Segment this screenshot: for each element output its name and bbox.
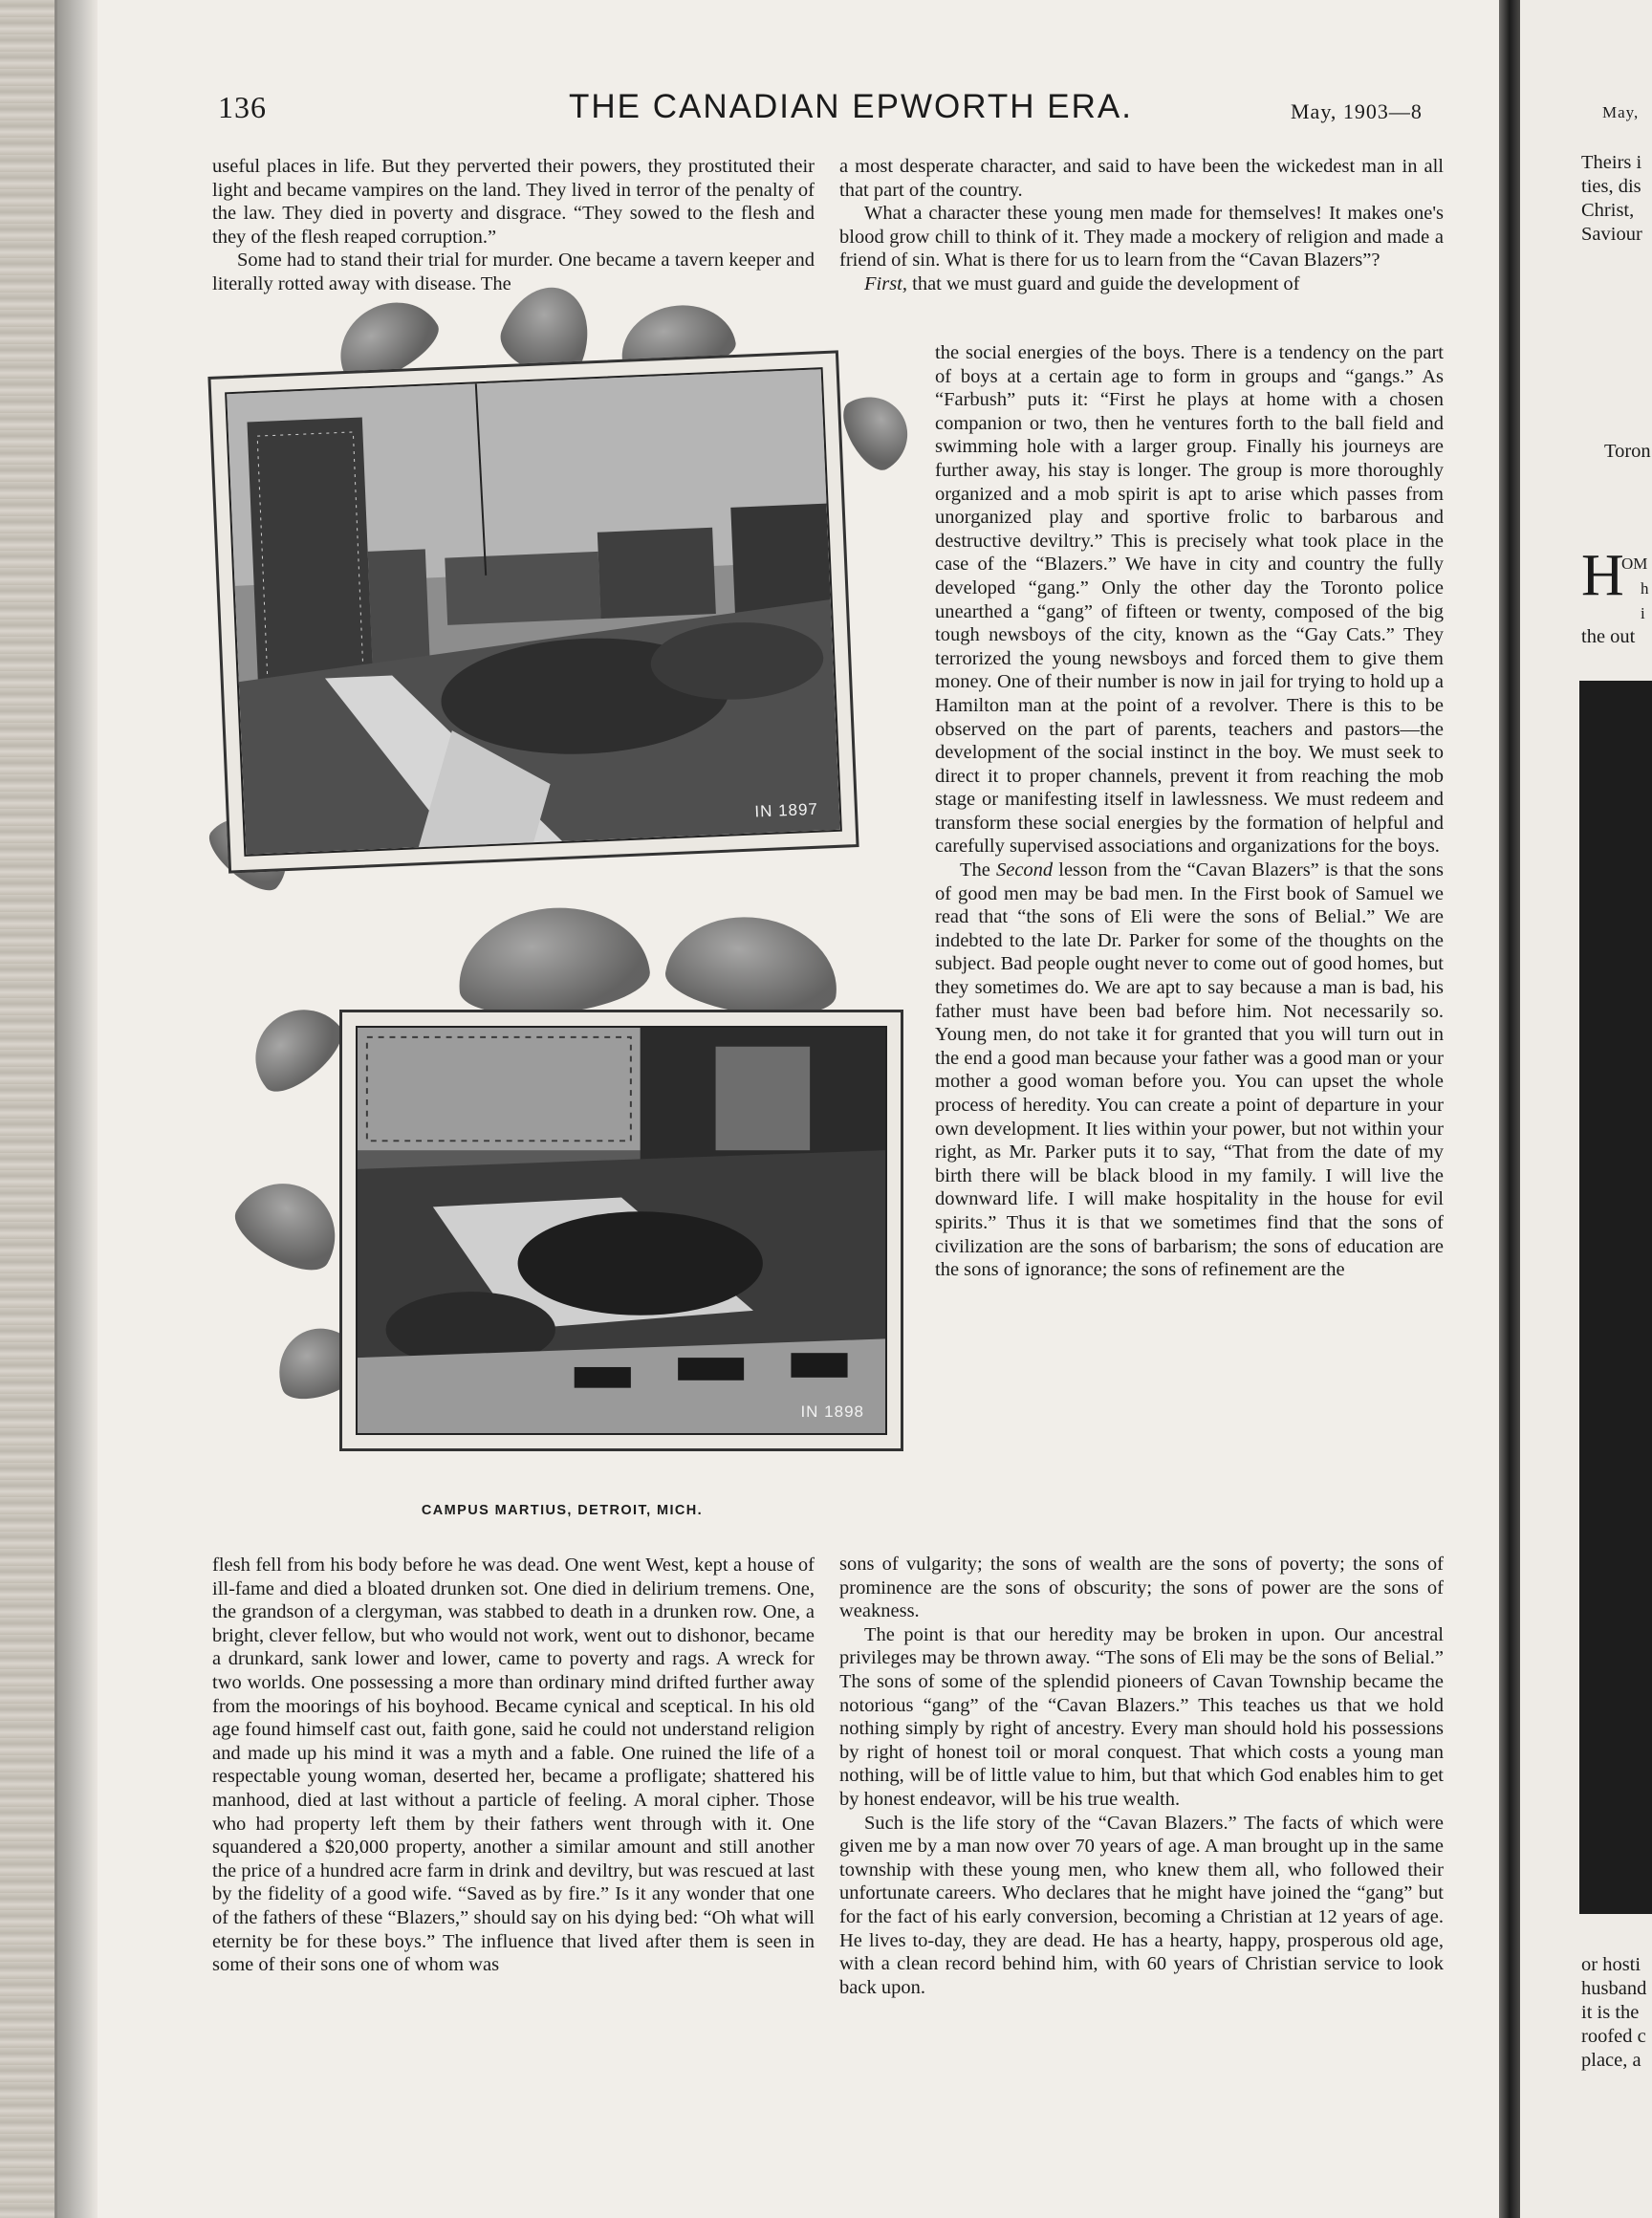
leaf-ornament [225, 1164, 354, 1283]
facing-page-line: the out [1581, 626, 1636, 647]
facing-page-drop-cap: H [1581, 543, 1624, 608]
photo-1897-scene [227, 369, 840, 855]
second-lesson-label: Second [995, 859, 1054, 881]
facing-page-line: OM [1621, 554, 1648, 573]
column-2-wrapped-text [935, 341, 1444, 1282]
second-lesson [935, 859, 1444, 1282]
leaf-ornament [662, 906, 845, 1025]
publication-title: THE CANADIAN EPWORTH ERA. [569, 88, 1133, 125]
leaf-ornament [236, 990, 353, 1103]
first-lesson-lead-text: that we must guard and guide the development of [912, 272, 1300, 294]
illustration-caption: CAMPUS MARTIUS, DETROIT, MICH. [421, 1503, 704, 1518]
facing-page-line: roofed c [1581, 2026, 1646, 2047]
issue-date: May, 1903—8 [1291, 99, 1423, 123]
facing-page-fragment [1520, 0, 1652, 2218]
paragraph: The point is that our heredity may be broken in upon. Our ancestral privileges may be thrown away. “The sons of Eli may be the sons of Belial.” The sons of some of the splendid pioneers of Cavan Township became the notorious “gang” of the “Cavan Blazers.” This teaches us that we hold nothing simply by right of ancestry. Every man should hold his possessions by right of honest toil or moral conquest. That which costs a young man nothing, will be of little value to him, but that which God enables him to get by honest endeavor, will be his true wealth. [839, 1623, 1444, 1810]
facing-page-line: ties, dis [1581, 176, 1641, 197]
paragraph: Such is the life story of the “Cavan Blazers.” The facts of which were given me by a man now over 70 years of age. A man brought up in the same township with these young men, who knew them all, who followed their unfortunate careers. Who declares that he might have joined the “gang” but for the fact of his early conversion, becoming a Christian at 12 years of age. He lives to-day, they are dead. He has a hearty, happy, prosperous old age, with a clean record behind him, with 60 years of Christian service to look back upon. [839, 1812, 1444, 1998]
facing-page-line: or hosti [1581, 1954, 1641, 1975]
book-spine-shadow [1499, 0, 1520, 2218]
paragraph: flesh fell from his body before he was dead. One went West, kept a house of ill-fame and died a bloated drunken sot. One died in delirium tremens. One, the grandson of a clergyman, was stabbed to death in a drunken row. One, a bright, clever fellow, but who would not work, went out to dishonor, became a drunkard, sank lower and lower, came to poverty and rags. A wreck for two worlds. One possessing a more than ordinary mind drifted further away from the moorings of his boyhood. Became cynical and sceptical. In his old age found himself cast out, faith gone, said he could not understand religion and made up his mind it was a myth and a fable. One ruined the life of a respectable young woman, deserted her, became a profligate; shattered his manhood, died at last without a particle of feeling. A moral cipher. Those who had property left them by their fathers went through with it. One squandered a $20,000 property, another a similar amount and still another the price of a hundred acre farm in drink and deviltry, but was rescued at last by the fidelity of a good wife. “Saved as by fire.” Is it any wonder that one of the fathers of these “Blazers,” should say on his dying bed: “Oh what will eternity be for these boys.” The influence that lived after them is seen in some of their sons one of whom was [212, 1555, 815, 1976]
facing-page-header: May, [1602, 103, 1640, 121]
facing-page-image [1579, 681, 1652, 1914]
page-gutter-shadow [57, 0, 98, 2218]
paragraph: Some had to stand their trial for murder. One became a tavern keeper and literally rotted away with disease. The [212, 250, 815, 294]
first-lesson-label: First, [864, 272, 907, 294]
second-lesson-pre: The [960, 859, 990, 881]
facing-page-line: it is the [1581, 2002, 1640, 2023]
facing-page-line: Christ, [1581, 200, 1635, 221]
photo-year-label: IN 1898 [800, 1403, 864, 1421]
second-lesson-text: lesson from the “Cavan Blazers” is that the sons of good men may be bad men. In the First book of Samuel we read that “the sons of Eli were the sons of Belial.” We are indebted to the late Dr. Parker for some of the thoughts on the subject. Bad people ought never to come out of good homes, but they sometimes do. We are apt to say because a man is bad, his father must have been bad before him. Not necessarily so. Young men, do not take it for granted that you will turn out in the end a good man because your father was a good man or your mother a good woman before you. You can upset the whole process of heredity. You can create a point of departure in your own development. It lies within your power, but not within your right, as Mr. Parker puts it to say, “That from the date of my birth there will be black blood in my family. I will live the downward life. I will make hospitality in the house for evil spirits.” Thus it is that we sometimes find that the sons of civilization are the sons of barbarism; the sons of education are the sons of ignorance; the sons of refinement are the [935, 859, 1445, 1281]
photo-image [225, 367, 842, 857]
photo-1898-scene [358, 1028, 885, 1433]
facing-page-line: Theirs i [1581, 152, 1642, 173]
paragraph: sons of vulgarity; the sons of wealth are the sons of poverty; the sons of prominence are the sons of obscurity; the sons of power are the sons of weakness. [839, 1554, 1444, 1622]
column-1-bottom-text [212, 1554, 815, 1977]
paragraph: useful places in life. But they perverted their powers, they prostituted their light and became vampires on the land. They lived in terror of the penalty of the law. They died in poverty and disgrace. “They sowed to the flesh and they of the flesh reaped corruption.” [212, 156, 815, 248]
paragraph: a most desperate character, and said to have been the wickedest man in all that part of the country. [839, 156, 1444, 201]
photo-campus-martius-1897 [207, 350, 859, 873]
column-1-top-text [212, 155, 815, 296]
column-2-top-text [839, 155, 1444, 296]
facing-page-line: place, a [1581, 2050, 1641, 2071]
photo-image [356, 1026, 887, 1435]
photo-year-label: IN 1897 [754, 799, 819, 821]
leaf-ornament [452, 899, 653, 1023]
first-lesson-lead [839, 272, 1444, 296]
facing-page-line: Toron [1604, 441, 1651, 462]
photo-campus-martius-1898 [339, 1010, 903, 1451]
illustration-campus-martius [218, 363, 906, 1482]
facing-page-line: Saviour [1581, 224, 1642, 245]
paragraph: What a character these young men made for themselves! It makes one's blood grow chill to think of it. They made a mockery of religion and made a friend of sin. What is there for us to learn from the “Cavan Blazers”? [839, 203, 1444, 272]
facing-page-line: h [1641, 579, 1649, 598]
page-number: 136 [218, 90, 267, 124]
book-binding [0, 0, 57, 2218]
first-lesson-text: the social energies of the boys. There is a tendency on the part of boys at a certain age to form in groups and “gangs.” As “Farbush” puts it: “First he plays at home with a chosen companion or two, then he ventures forth to the ball field and swimming hole with a larger group. Finally his journeys are further away, his stay is longer. The group is more thoroughly organized and a mob spirit is apt to arise which passes from unorganized play and sportive frolic to barbarous and destructive deviltry.” This is precisely what took place in the case of the “Blazers.” We have in city and country the fully developed “gang.” Only the other day the Toronto police unearthed a “gang” of fifteen or twenty, composed of the big tough newsboys of the city, known as the “Gay Cats.” They terrorized the young newsboys and forced them to give them money. One of their number is now in jail for trying to hold up a Hamilton man at the point of a revolver. There is this to be observed on the part of parents, teachers and pastors—the development of the social instinct in the boy. We must seek to direct it to proper channels, prevent it from reaching the mob stage or manifesting itself in lawlessness. We must redeem and transform these social energies by the formation of helpful and carefully supervised associations and organizations for the boys. [935, 342, 1444, 858]
facing-page-line: i [1641, 604, 1645, 622]
facing-page-line: husband [1581, 1978, 1647, 1999]
column-2-bottom-text [839, 1553, 1444, 1999]
